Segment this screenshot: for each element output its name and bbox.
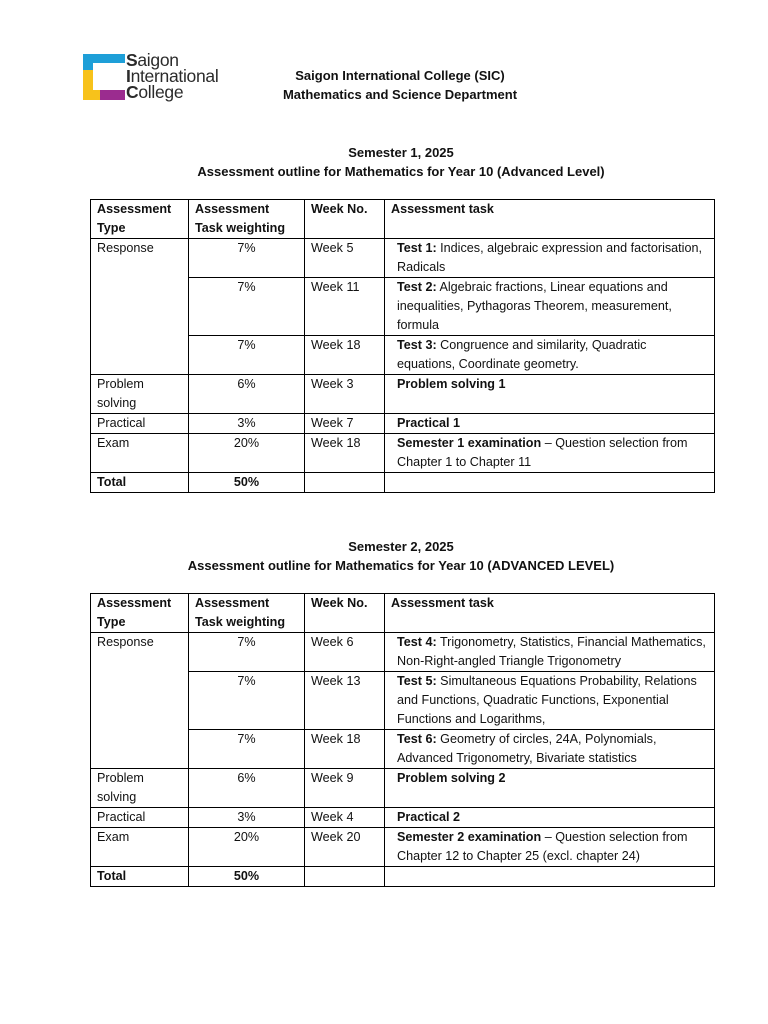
cell-week: Week 11 [305,278,385,336]
logo-yellow-block [83,70,100,100]
cell-weighting: 6% [189,769,305,808]
cell-type: Response [91,239,189,375]
table-total-row [91,867,715,887]
cell-empty [305,867,385,887]
semester1-assessment-table [90,199,715,493]
cell-week: Week 3 [305,375,385,414]
cell-empty [385,867,715,887]
cell-weighting: 20% [189,828,305,867]
cell-week: Week 5 [305,239,385,278]
semester1-table-body [91,200,715,493]
document-header [230,66,570,104]
cell-week: Week 18 [305,434,385,473]
cell-task: Test 4: Trigonometry, Statistics, Financial Mathematics, Non-Right-angled Triangle Trigonometry [385,633,715,672]
table-row [91,808,715,828]
cell-task: Test 5: Simultaneous Equations Probability, Relations and Functions, Quadratic Functions, Exponential Functions and Logarithms, [385,672,715,730]
col-header-week: Week No. [305,594,385,633]
logo-purple-block [100,90,125,100]
col-header-week: Week No. [305,200,385,239]
cell-task: Test 2: Algebraic fractions, Linear equations and inequalities, Pythagoras Theorem, measurement, formula [385,278,715,336]
college-logo-wordmark: Saigon International College [126,50,219,102]
cell-weighting: 7% [189,278,305,336]
cell-type: Practical [91,808,189,828]
cell-type: Problem solving [91,375,189,414]
cell-week: Week 18 [305,730,385,769]
cell-task: Practical 1 [385,414,715,434]
cell-weighting: 7% [189,336,305,375]
table-header-row [91,594,715,633]
col-header-type: Assessment Type [91,200,189,239]
cell-task: Semester 1 examination – Question selection from Chapter 1 to Chapter 11 [385,434,715,473]
cell-type: Exam [91,434,189,473]
table-row [91,414,715,434]
cell-week: Week 13 [305,672,385,730]
cell-week: Week 4 [305,808,385,828]
college-logo [80,52,235,104]
cell-weighting: 20% [189,434,305,473]
semester1-title: Semester 1, 2025 [348,145,454,160]
cell-task: Practical 2 [385,808,715,828]
semester2-title: Semester 2, 2025 [348,539,454,554]
cell-weighting: 7% [189,672,305,730]
semester2-table-body [91,594,715,887]
cell-week: Week 18 [305,336,385,375]
semester2-heading [80,537,722,575]
cell-type: Problem solving [91,769,189,808]
college-name: Saigon International College (SIC) [295,68,505,83]
semester2-subtitle: Assessment outline for Mathematics for Year 10 (ADVANCED LEVEL) [187,558,615,573]
cell-task: Test 3: Congruence and similarity, Quadratic equations, Coordinate geometry. [385,336,715,375]
table-row [91,633,715,672]
table-header-row [91,200,715,239]
semester1-heading [80,143,722,181]
logo-blue-block [83,54,125,70]
cell-task: Problem solving 2 [385,769,715,808]
total-label: Total [91,473,189,493]
table-row [91,375,715,414]
total-value: 50% [189,867,305,887]
cell-task: Problem solving 1 [385,375,715,414]
semester2-assessment-table [90,593,715,887]
department-name: Mathematics and Science Department [282,87,518,102]
cell-week: Week 6 [305,633,385,672]
cell-task: Test 1: Indices, algebraic expression and factorisation, Radicals [385,239,715,278]
table-total-row [91,473,715,493]
cell-empty [305,473,385,493]
total-value: 50% [189,473,305,493]
table-row [91,769,715,808]
cell-weighting: 7% [189,239,305,278]
col-header-task: Assessment task [385,594,715,633]
cell-weighting: 7% [189,730,305,769]
cell-type: Exam [91,828,189,867]
cell-type: Response [91,633,189,769]
table-row [91,434,715,473]
cell-empty [385,473,715,493]
cell-week: Week 9 [305,769,385,808]
cell-weighting: 7% [189,633,305,672]
semester1-subtitle: Assessment outline for Mathematics for Year 10 (Advanced Level) [197,164,605,179]
cell-task: Semester 2 examination – Question selection from Chapter 12 to Chapter 25 (excl. chapter 24) [385,828,715,867]
col-header-task: Assessment task [385,200,715,239]
table-row [91,828,715,867]
college-logo-mark-icon [80,54,125,100]
table-row [91,239,715,278]
cell-type: Practical [91,414,189,434]
cell-weighting: 3% [189,808,305,828]
col-header-weighting: Assessment Task weighting [189,200,305,239]
cell-task: Test 6: Geometry of circles, 24A, Polynomials, Advanced Trigonometry, Bivariate statistics [385,730,715,769]
col-header-type: Assessment Type [91,594,189,633]
cell-week: Week 7 [305,414,385,434]
total-label: Total [91,867,189,887]
col-header-weighting: Assessment Task weighting [189,594,305,633]
cell-week: Week 20 [305,828,385,867]
cell-weighting: 3% [189,414,305,434]
cell-weighting: 6% [189,375,305,414]
